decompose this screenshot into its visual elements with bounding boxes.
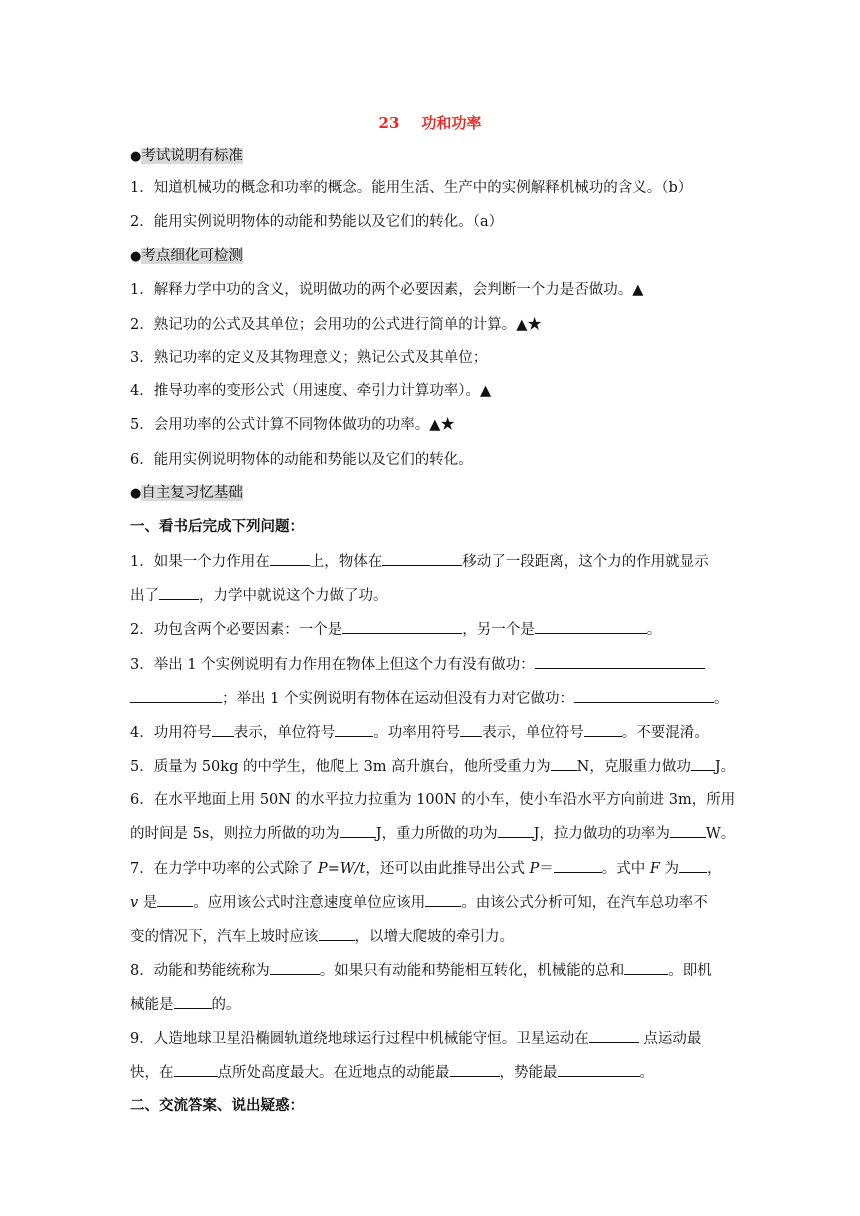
power-formula: P=W/t [317, 861, 366, 877]
answer-blank[interactable] [212, 721, 234, 737]
point-item: 4．推导功率的变形公式（用速度、牵引力计算功率）。▲ [130, 383, 492, 399]
answer-blank[interactable] [498, 822, 534, 838]
answer-blank[interactable] [270, 550, 310, 566]
question-6-line-1: 6．在水平地面上用 50N 的水平拉力拉重为 100N 的小车，使小车沿水平方向前进 3m，所用 [130, 792, 736, 808]
question-7-line-1: 7．在力学中功率的公式除了 P=W/t，还可以由此推导出公式 P＝ 。式中 F 为 ， [130, 857, 736, 879]
point-item: 6．能用实例说明物体的动能和势能以及它们的转化。 [130, 452, 473, 468]
question-4: 4．功用符号 表示，单位符号 。功率用符号 表示，单位符号 。不要混淆。 [130, 721, 736, 743]
question-1-line-1: 1．如果一个力作用在 上，物体在 移动了一段距离，这个力的作用就显示 [130, 550, 736, 572]
question-8-line-1: 8．动能和势能统称为 。如果只有动能和势能相互转化，机械能的总和 。即机 [130, 959, 736, 981]
answer-blank[interactable] [670, 822, 706, 838]
answer-blank[interactable] [535, 618, 647, 634]
answer-blank[interactable] [335, 721, 373, 737]
question-8-line-2: 械能是 的。 [130, 993, 736, 1015]
answer-blank[interactable] [554, 857, 602, 873]
answer-blank[interactable] [130, 687, 222, 703]
answer-blank[interactable] [551, 755, 577, 771]
answer-blank[interactable] [157, 891, 193, 907]
answer-blank[interactable] [574, 687, 714, 703]
question-5: 5．质量为 50kg 的中学生，他爬上 3m 高升旗台，他所受重力为 N，克服重力做功 J。 [130, 755, 736, 777]
answer-blank[interactable] [382, 550, 462, 566]
question-6-line-2: 的时间是 5s，则拉力所做的功为 J，重力所做的功为 J，拉力做功的功率为 W。 [130, 822, 736, 844]
question-3-line-1: 3．举出 1 个实例说明有力作用在物体上但这个力有没有做功： [130, 653, 736, 675]
question-7-line-3: 变的情况下，汽车上坡时应该 ，以增大爬坡的牵引力。 [130, 925, 736, 947]
part1-heading: 一、看书后完成下列问题： [130, 518, 304, 535]
answer-blank[interactable] [159, 584, 199, 600]
section-heading-standards: ●考试说明有标准 [130, 148, 243, 164]
answer-blank[interactable] [450, 1061, 500, 1077]
answer-blank[interactable] [174, 1061, 218, 1077]
point-item: 5．会用功率的公式计算不同物体做功的功率。▲★ [130, 417, 455, 433]
answer-blank[interactable] [425, 891, 461, 907]
question-9-line-1: 9．人造地球卫星沿椭圆轨道绕地球运行过程中机械能守恒。卫星运动在 点运动最 [130, 1027, 736, 1049]
answer-blank[interactable] [624, 959, 668, 975]
answer-blank[interactable] [460, 721, 482, 737]
question-3-line-2: ；举出 1 个实例说明有物体在运动但没有力对它做功： 。 [130, 687, 736, 709]
question-9-line-2: 快，在 点所处高度最大。在近地点的动能最 ，势能最 。 [130, 1061, 736, 1083]
title-text: 功和功率 [421, 114, 482, 132]
answer-blank[interactable] [270, 959, 320, 975]
answer-blank[interactable] [558, 1061, 640, 1077]
standard-item: 1．知道机械功的概念和功率的概念。能用生活、生产中的实例解释机械功的含义。（b） [130, 180, 693, 196]
answer-blank[interactable] [342, 618, 462, 634]
point-item: 1．解释力学中功的含义，说明做功的两个必要因素，会判断一个力是否做功。▲ [130, 282, 644, 298]
question-2: 2．功包含两个必要因素：一个是 ，另一个是 。 [130, 618, 736, 640]
section-heading-points: ●考点细化可检测 [130, 248, 243, 264]
answer-blank[interactable] [535, 653, 705, 669]
title-number: 23 [378, 114, 400, 132]
point-item: 2．熟记功的公式及其单位；会用功的公式进行简单的计算。▲★ [130, 317, 542, 333]
answer-blank[interactable] [340, 822, 376, 838]
point-item: 3．熟记功率的定义及其物理意义；熟记公式及其单位； [130, 350, 488, 366]
answer-blank[interactable] [589, 1027, 639, 1043]
page-title [0, 112, 860, 134]
question-1-line-2: 出了 ，力学中就说这个力做了功。 [130, 584, 736, 606]
answer-blank[interactable] [174, 993, 212, 1009]
answer-blank[interactable] [691, 755, 715, 771]
question-7-line-2: v 是 。应用该公式时注意速度单位应该用 。由该公式分析可知，在汽车总功率不 [130, 891, 736, 913]
section-heading-review: ●自主复习忆基础 [130, 485, 243, 501]
part2-heading: 二、交流答案、说出疑惑： [130, 1097, 304, 1114]
answer-blank[interactable] [319, 925, 355, 941]
standard-item: 2．能用实例说明物体的动能和势能以及它们的转化。（a） [130, 214, 504, 230]
answer-blank[interactable] [679, 857, 707, 873]
answer-blank[interactable] [584, 721, 622, 737]
